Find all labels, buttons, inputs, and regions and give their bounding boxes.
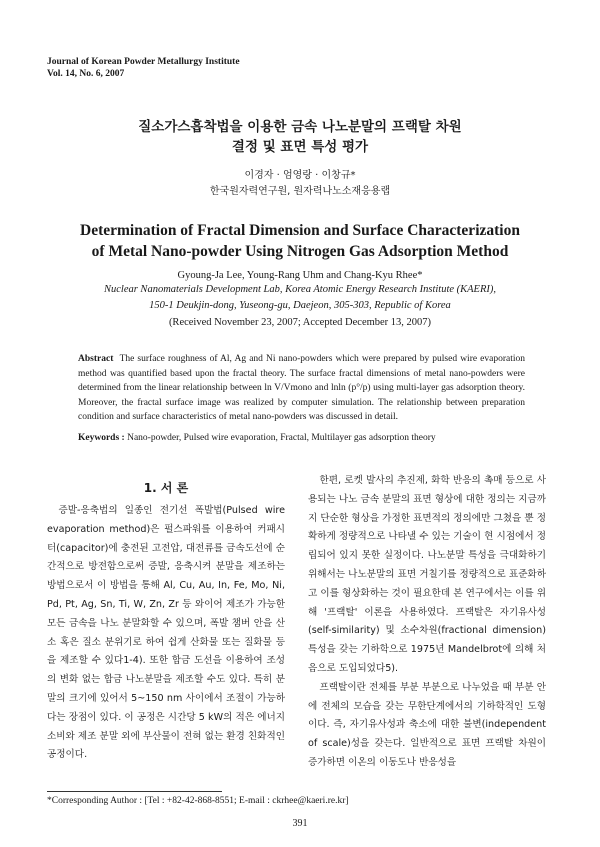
abstract-text: The surface roughness of Al, Ag and Ni nano-powders which were prepared by pulsed wire evaporation method was quantified based upon the fractal theory. The surface fractal dimensions of metal nano-powders were determined from the linear relationship between ln V/Vmono and lnln (p°/p) using multi-layer gas adsorption theory. Moreover, the fractal surface image was realized by computer simulation. The relationship between preparation condition and surface characteristics of metal nano-powders was discussed in detail. bbox=[78, 354, 526, 422]
keywords-label: Keywords : bbox=[78, 433, 125, 443]
english-title-line2: of Metal Nano-powder Using Nitrogen Gas Adsorption Method bbox=[91, 243, 509, 260]
left-paragraph-1: 증발-응축법의 일종인 전기선 폭발법(Pulsed wire evaporation method)은 펄스파워를 이용하여 커패시터(capacitor)에 충전된 고전압, 대전류를 금속도선에 순간적으로 방전함으로써 증발, 응축시켜 분말을 제조하는 방법으로서 이 방법을 통해 Al, Cu, Au, In, Fe, Mo, Ni, Pd, Pt, Ag, Sn, Ti, W, Zn, Zr 등 와이어 제조가 가능한 모든 금속을 나노 분말화할 수 있으며, 폭발 챔버 안을 산소 혹은 질소 분위기로 하여 쉽게 산화물 또는 질화물 등을 제조할 수 있다1-4). 또한 합금 도선을 이용하여 조성의 변화 없는 합금 나노분말을 제조할 수도 있다. 특히 분말의 크기에 있어서 5~150 nm 사이에서 조절이 가능하다는 장점이 있다. 이 공정은 시간당 5 kW의 적은 에너지 소비와 제조 분말 외에 부산물이 전혀 없는 환경 친화적인 공정이다. bbox=[47, 505, 285, 761]
keywords-text: Nano-powder, Pulsed wire evaporation, Fractal, Multilayer gas adsorption theory bbox=[124, 433, 436, 443]
journal-volume: Vol. 14, No. 6, 2007 bbox=[47, 69, 125, 79]
korean-title-line1: 질소가스흡착법을 이용한 금속 나노분말의 프랙탈 차원 bbox=[138, 119, 462, 135]
english-title-line1: Determination of Fractal Dimension and Surface Characterization bbox=[80, 222, 520, 239]
korean-title bbox=[0, 117, 600, 157]
korean-title-line2: 결정 및 표면 특성 평가 bbox=[231, 139, 369, 155]
keywords bbox=[78, 431, 525, 445]
section-heading: 1. 서 론 bbox=[143, 481, 189, 495]
right-column bbox=[308, 472, 546, 773]
right-paragraph-2: 프랙탈이란 전체를 부분 부분으로 나누었을 때 부분 안에 전체의 모습을 갖는 무한단계에서의 기하학적인 도형이다. 즉, 자기유사성과 축소에 대한 불변(independent of scale)성을 갖는다. 일반적으로 표면 프랙탈 차원이 증가하면 이온의 이동도나 반응성을 bbox=[308, 681, 546, 768]
right-paragraph-1: 한편, 로켓 발사의 추진제, 화학 반응의 촉매 등으로 사용되는 나노 금속 분말의 표면 형상에 대한 정의는 지금까지 단순한 형상을 가정한 표면적의 정의에만 그쳤을 뿐 정확하게 정량적으로 나타낼 수 있는 기술이 현 시점에서 정립되어 있지 못한 실정이다. 나노분말 특성을 극대화하기 위해서는 나노분말의 표면 거칠기를 정량적으로 표준화하고 이를 형상화하는 것이 필요한데 본 연구에서는 이를 위해 '프랙탈' 이론을 사용하였다. 프랙탈은 자기유사성(self-similarity) 및 소수차원(fractional dimension) 특성을 갖는 기하학으로 1975년 Mandelbrot에 의해 처음으로 도입되었다5). bbox=[308, 475, 546, 674]
footnote-rule bbox=[47, 791, 222, 792]
english-affiliation-line2: 150-1 Deukjin-dong, Yuseong-gu, Daejeon, 305-303, Republic of Korea bbox=[149, 300, 451, 311]
abstract bbox=[78, 352, 525, 425]
english-authors: Gyoung-Ja Lee, Young-Rang Uhm and Chang-Kyu Rhee* bbox=[177, 270, 423, 281]
received-dates: (Received November 23, 2007; Accepted December 13, 2007) bbox=[168, 317, 432, 328]
journal-header bbox=[47, 56, 240, 80]
korean-affiliation: 한국원자력연구원, 원자력나노소재응용랩 bbox=[209, 186, 391, 197]
english-affiliation bbox=[0, 282, 600, 314]
left-column bbox=[47, 502, 285, 765]
page-number: 391 bbox=[292, 818, 308, 829]
korean-authors: 이경자 · 엄영랑 · 이창규* bbox=[244, 170, 356, 181]
english-affiliation-line1: Nuclear Nanomaterials Development Lab, Korea Atomic Energy Research Institute (KAERI), bbox=[103, 284, 497, 295]
abstract-label: Abstract bbox=[78, 354, 114, 364]
english-title bbox=[0, 220, 600, 262]
corresponding-author-footnote: *Corresponding Author : [Tel : +82-42-868-8551; E-mail : ckrhee@kaeri.re.kr] bbox=[47, 796, 349, 806]
journal-name: Journal of Korean Powder Metallurgy Institute bbox=[47, 57, 240, 67]
